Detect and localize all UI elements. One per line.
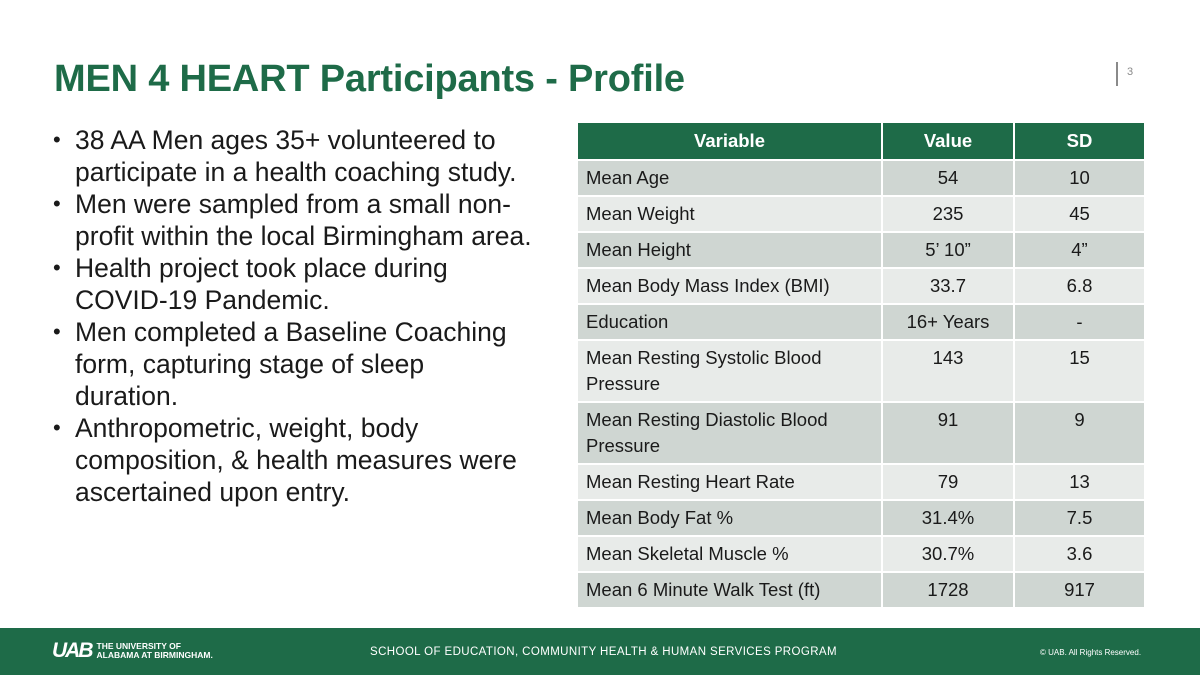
cell-variable: Mean Resting Diastolic Blood Pressure	[577, 402, 882, 464]
page-divider	[1116, 62, 1118, 86]
table-row	[577, 536, 1145, 572]
cell-variable: Mean Body Mass Index (BMI)	[577, 268, 882, 304]
bullet-text: 38 AA Men ages 35+ volunteered to participate in a health coaching study.	[75, 125, 517, 187]
cell-value: 54	[882, 160, 1014, 196]
bullet-dot-icon: •	[53, 415, 61, 440]
bullet-dot-icon: •	[53, 319, 61, 344]
cell-variable: Education	[577, 304, 882, 340]
cell-sd: 3.6	[1014, 536, 1145, 572]
cell-value: 91	[882, 402, 1014, 464]
cell-value: 30.7%	[882, 536, 1014, 572]
cell-variable: Mean 6 Minute Walk Test (ft)	[577, 572, 882, 608]
header-value: Value	[882, 123, 1014, 160]
cell-value: 79	[882, 464, 1014, 500]
header-variable: Variable	[577, 123, 882, 160]
table-row	[577, 402, 1145, 464]
cell-variable: Mean Resting Systolic Blood Pressure	[577, 340, 882, 402]
cell-value: 16+ Years	[882, 304, 1014, 340]
cell-variable: Mean Weight	[577, 196, 882, 232]
cell-value: 33.7	[882, 268, 1014, 304]
uab-logo-mark: UAB	[52, 639, 92, 662]
bullet-text: Men completed a Baseline Coaching form, capturing stage of sleep duration.	[75, 317, 507, 411]
table-row	[577, 572, 1145, 608]
table-row	[577, 340, 1145, 402]
table-row	[577, 464, 1145, 500]
cell-sd: 10	[1014, 160, 1145, 196]
table-row	[577, 160, 1145, 196]
bullet-list	[52, 124, 532, 508]
cell-value: 143	[882, 340, 1014, 402]
bullet-text: Anthropometric, weight, body composition, & health measures were ascertained upon entry.	[75, 413, 517, 507]
bullet-item	[52, 412, 532, 508]
copyright-text: © UAB. All Rights Reserved.	[1040, 648, 1142, 657]
bullet-dot-icon: •	[53, 127, 61, 152]
cell-sd: 13	[1014, 464, 1145, 500]
table-row	[577, 196, 1145, 232]
cell-sd: 7.5	[1014, 500, 1145, 536]
bullet-text: Health project took place during COVID-19 Pandemic.	[75, 253, 448, 315]
cell-sd: -	[1014, 304, 1145, 340]
uab-logo	[52, 639, 213, 662]
profile-table	[576, 123, 1146, 609]
header-sd: SD	[1014, 123, 1145, 160]
table-row	[577, 232, 1145, 268]
cell-variable: Mean Height	[577, 232, 882, 268]
slide-title: MEN 4 HEART Participants - Profile	[54, 58, 685, 100]
table-header-row	[577, 123, 1145, 160]
bullet-text: Men were sampled from a small non-profit within the local Birmingham area.	[75, 189, 532, 251]
logo-line-2: ALABAMA AT BIRMINGHAM.	[96, 650, 213, 660]
cell-variable: Mean Age	[577, 160, 882, 196]
table-row	[577, 500, 1145, 536]
cell-sd: 45	[1014, 196, 1145, 232]
bullet-dot-icon: •	[53, 191, 61, 216]
bullet-dot-icon: •	[53, 255, 61, 280]
page-number-area	[1116, 62, 1133, 86]
cell-value: 1728	[882, 572, 1014, 608]
cell-sd: 15	[1014, 340, 1145, 402]
cell-sd: 6.8	[1014, 268, 1145, 304]
table-row	[577, 304, 1145, 340]
cell-sd: 917	[1014, 572, 1145, 608]
bullet-item	[52, 124, 532, 188]
table-row	[577, 268, 1145, 304]
cell-variable: Mean Resting Heart Rate	[577, 464, 882, 500]
cell-value: 31.4%	[882, 500, 1014, 536]
cell-variable: Mean Skeletal Muscle %	[577, 536, 882, 572]
bullet-item	[52, 316, 532, 412]
logo-line-1: THE UNIVERSITY OF	[96, 641, 181, 651]
uab-logo-text	[97, 642, 213, 660]
bullet-item	[52, 252, 532, 316]
bullet-item	[52, 188, 532, 252]
cell-sd: 4”	[1014, 232, 1145, 268]
cell-sd: 9	[1014, 402, 1145, 464]
cell-variable: Mean Body Fat %	[577, 500, 882, 536]
page-number: 3	[1127, 66, 1134, 78]
program-name: SCHOOL OF EDUCATION, COMMUNITY HEALTH & HUMAN SERVICES PROGRAM	[370, 646, 837, 658]
cell-value: 5’ 10”	[882, 232, 1014, 268]
footer-bar	[0, 628, 1200, 675]
cell-value: 235	[882, 196, 1014, 232]
